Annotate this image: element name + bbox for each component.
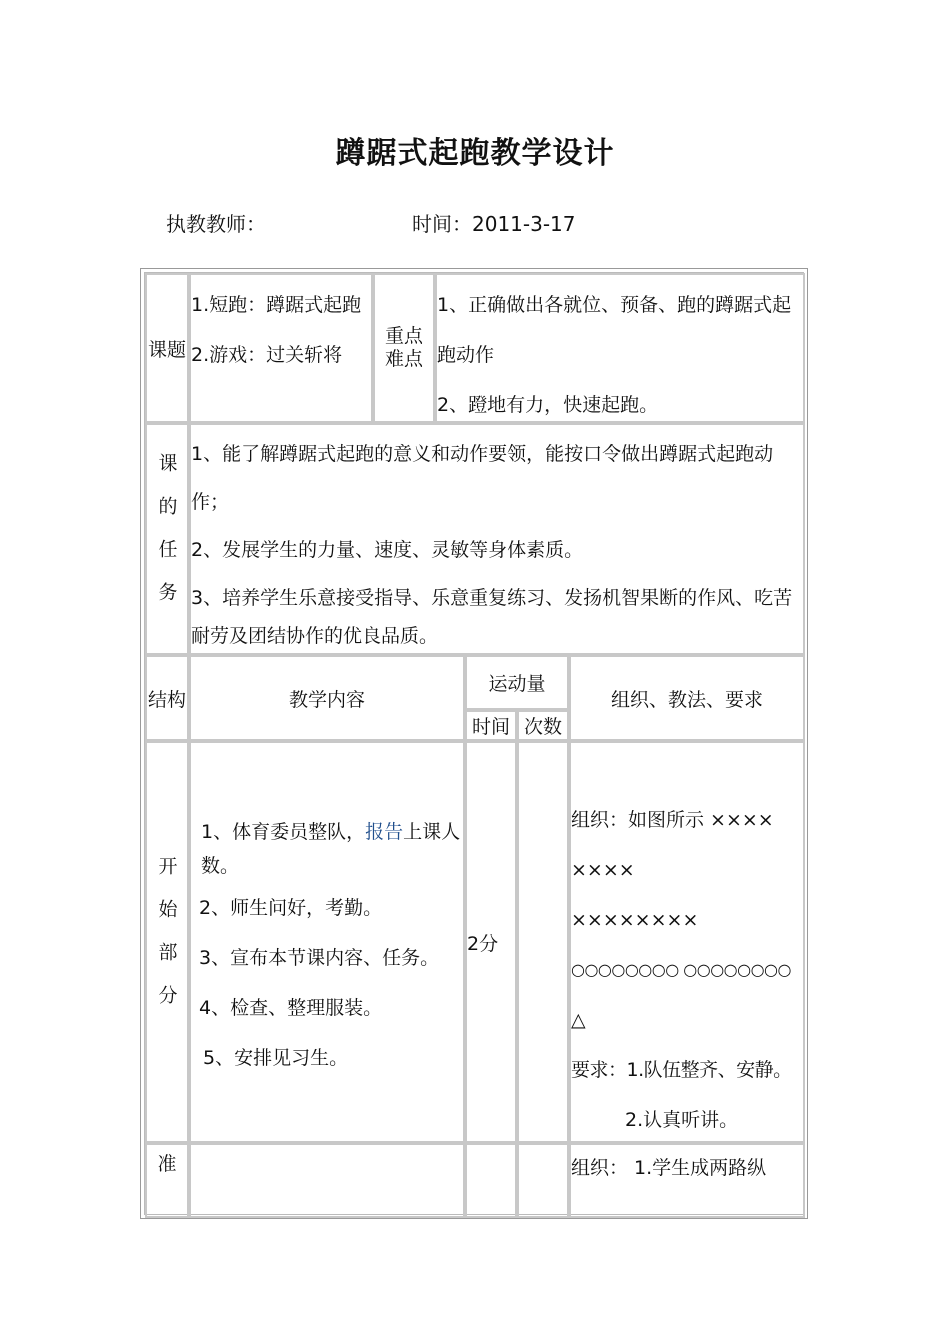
header-count: 次数 [523,716,562,738]
start-time: 2分 [467,932,499,955]
prep-time-cell [465,1143,517,1218]
start-item-1-text: 1、体育委员整队， [201,821,366,843]
task-2: 2、发展学生的力量、速度、灵敏等身体素质。 [191,539,584,561]
start-content-cell [189,741,465,1143]
start-item-4: 4、检查、整理服装。 [199,997,383,1019]
topic-content-cell [189,273,373,423]
start-item-1 [191,815,463,883]
header-method-cell [569,655,805,741]
start-item-2: 2、师生问好，考勤。 [199,897,383,919]
header-load-cell [465,655,569,710]
method-line-3: ×××××××× [571,909,699,931]
task-3: 3、培养学生乐意接受指导、乐意重复练习、发扬机智果断的作风、吃苦耐劳及团结协作的优良品质。 [191,587,793,647]
start-section-label-cell [145,741,189,1143]
start-section-label: 开始部分 [155,856,178,1028]
key-points-label: 重点难点 [384,325,423,370]
method-line-7: 2.认真听讲。 [625,1109,739,1131]
lesson-plan-table [140,268,808,1219]
header-load: 运动量 [488,673,546,695]
method-line-4: ○○○○○○○○ ○○○○○○○○ [571,960,791,979]
task-1: 1、能了解蹲踞式起跑的意义和动作要领，能按口令做出蹲踞式起跑动作； [191,443,774,513]
prep-content-cell [189,1143,465,1218]
start-method-cell [569,741,805,1143]
key-point-1: 1、正确做出各就位、预备、跑的蹲踞式起跑动作 [437,294,792,366]
prep-section-label: 准 [157,1153,177,1175]
teacher-label: 执教教师： [166,212,266,236]
prep-method-cell [569,1143,805,1218]
topic-label: 课题 [147,338,186,361]
start-time-cell [465,741,517,1143]
start-count-cell [517,741,569,1143]
lesson-plan-table-inner [144,272,804,1215]
prep-count-cell [517,1143,569,1218]
method-line-6: 要求：1.队伍整齐、安静。 [571,1059,792,1081]
header-content: 教学内容 [288,688,365,711]
key-points-label-cell [373,273,435,423]
tasks-cell [189,423,805,655]
start-item-1-text-end: 上课人数。 [201,821,461,877]
start-item-3: 3、宣布本节课内容、任务。 [199,947,440,969]
tasks-label: 课的任务 [155,453,178,625]
key-point-2: 2、蹬地有力，快速起跑。 [437,394,659,416]
report-link[interactable]: 报告 [365,821,404,843]
date-label: 时间：2011-3-17 [412,212,576,236]
header-time: 时间 [471,716,510,738]
document-title: 蹲踞式起跑教学设计 [335,136,615,171]
topic-label-cell [145,273,189,423]
header-content-cell [189,655,465,741]
start-item-5: 5、安排见习生。 [203,1047,349,1069]
header-count-cell [517,710,569,741]
tasks-label-cell [145,423,189,655]
header-structure: 结构 [147,688,186,711]
prep-section-label-cell [145,1143,189,1218]
topic-line-2: 2.游戏：过关斩将 [191,344,343,366]
prep-method: 组织： 1.学生成两路纵 [571,1157,767,1179]
method-line-2: ×××× [571,859,635,881]
header-time-cell [465,710,517,741]
topic-line-1: 1.短跑：蹲踞式起跑 [191,294,362,316]
header-method: 组织、教法、要求 [610,688,763,711]
method-line-5: △ [571,1009,586,1031]
header-structure-cell [145,655,189,741]
method-line-1: 组织：如图所示 ×××× [571,809,774,831]
key-points-cell [435,273,805,423]
